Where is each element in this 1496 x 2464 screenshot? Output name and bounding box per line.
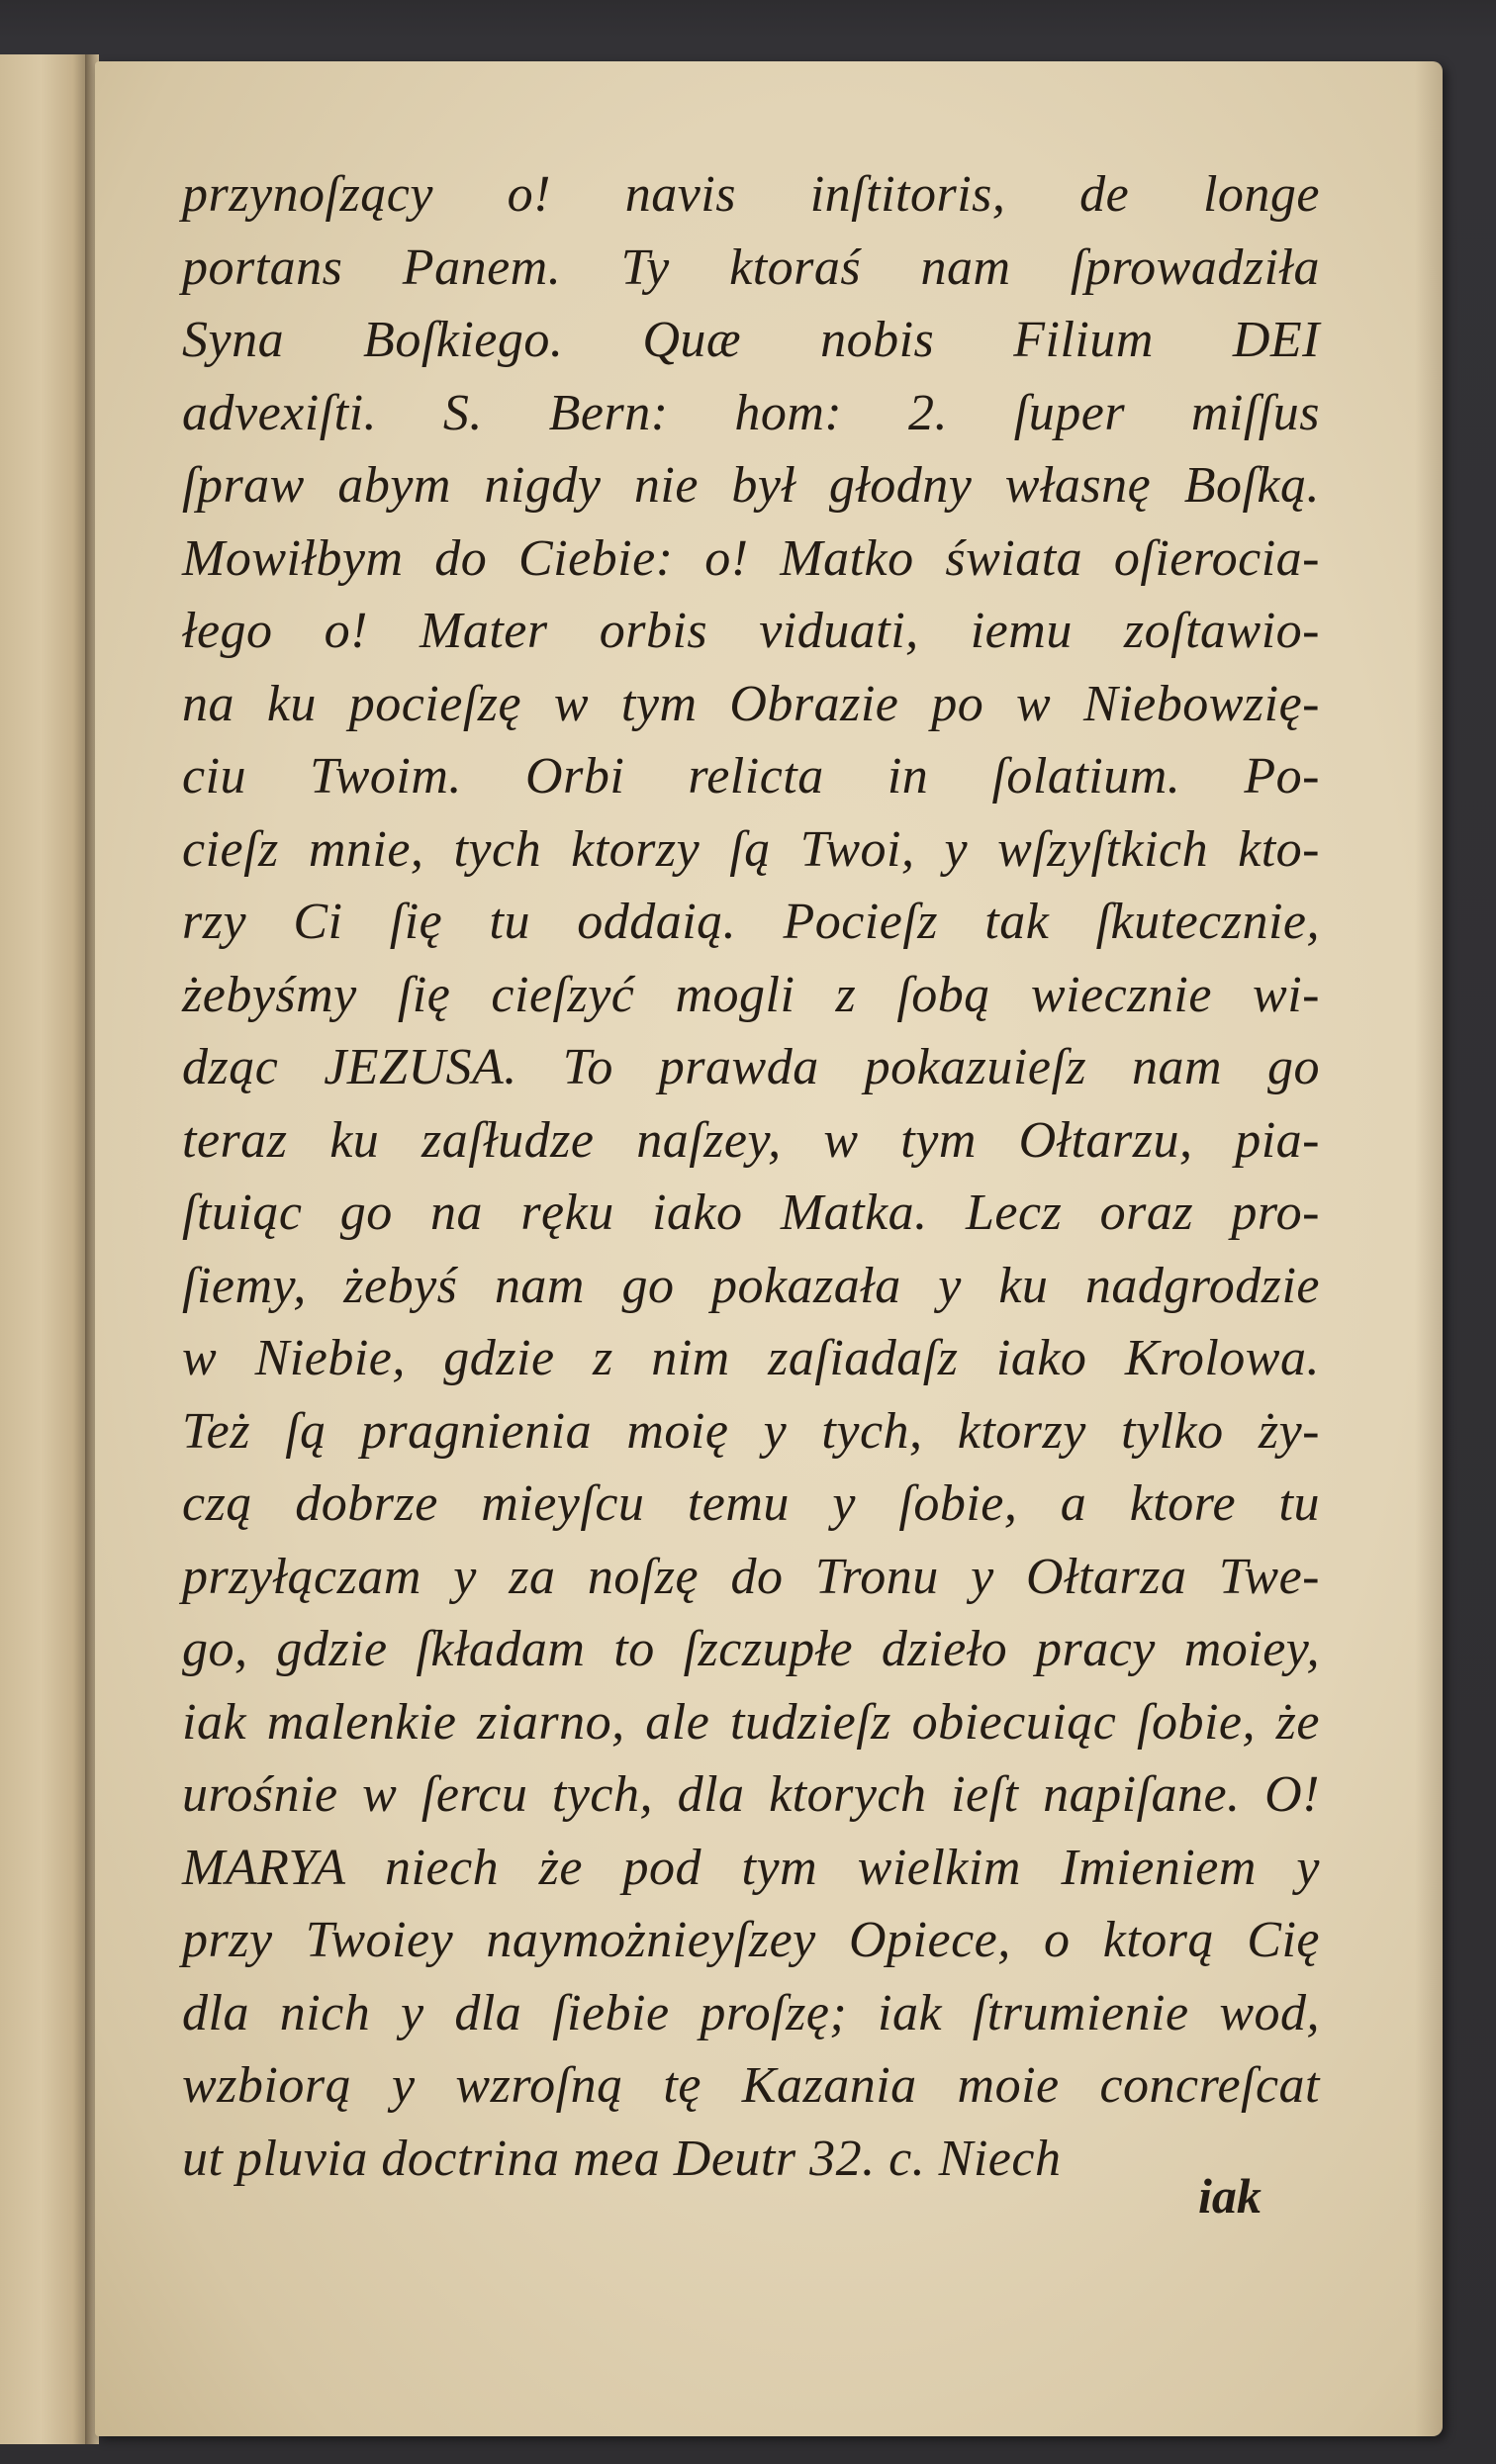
text-line: ut pluvia doctrina mea Deutr 32. c. Niech xyxy=(182,2130,1062,2187)
text-line: dząc JEZUSA. To prawda pokazuieſz nam go xyxy=(182,1039,1320,1095)
text-line: przynoſzący o! navis inſtitoris, de longe xyxy=(182,166,1320,223)
text-line: iak malenkie ziarno, ale tudzieſz obiecuiąc ſobie, że xyxy=(182,1693,1320,1751)
text-line: na ku pocieſzę w tym Obrazie po w Niebowzię- xyxy=(182,675,1320,732)
left-page-edge xyxy=(0,54,91,2444)
text-line: urośnie w ſercu tych, dla ktorych ieſt napiſane. O! xyxy=(182,1766,1320,1823)
text-line: ſtuiąc go na ręku iako Matka. Lecz oraz pro- xyxy=(182,1185,1320,1241)
text-line: rzy Ci ſię tu oddaią. Pocieſz tak ſkutecznie, xyxy=(182,894,1320,950)
text-line: przyłączam y za noſzę do Tronu y Ołtarza Twe- xyxy=(182,1548,1320,1605)
text-line: w Niebie, gdzie z nim zaſiadaſz iako Krolowa. xyxy=(182,1330,1320,1386)
page-edge-shadow xyxy=(1415,61,1443,2436)
text-line: przy Twoiey naymożnieyſzey Opiece, o ktorą Cię xyxy=(182,1912,1320,1968)
catchword: iak xyxy=(1198,2168,1262,2224)
text-line: Też ſą pragnienia moię y tych, ktorzy tylko ży- xyxy=(182,1402,1320,1460)
text-line: teraz ku zaſłudze naſzey, w tym Ołtarzu, pia- xyxy=(182,1111,1320,1169)
book-page xyxy=(95,61,1443,2436)
text-line: Mowiłbym do Ciebie: o! Matko świata oſierocia- xyxy=(182,529,1320,587)
text-line: ſpraw abym nigdy nie był głodny własnę Boſką. xyxy=(182,457,1320,514)
text-line: MARYA niech że pod tym wielkim Imieniem y xyxy=(182,1839,1320,1896)
text-line: ciu Twoim. Orbi relicta in ſolatium. Po- xyxy=(182,748,1320,805)
text-line: Syna Boſkiego. Quæ nobis Filium DEI xyxy=(182,312,1320,368)
text-line: żebyśmy ſię cieſzyć mogli z ſobą wiecznie wi- xyxy=(182,966,1320,1023)
text-line: cieſz mnie, tych ktorzy ſą Twoi, y wſzyſtkich kto- xyxy=(182,820,1320,878)
text-line: łego o! Mater orbis viduati, iemu zoſtawio- xyxy=(182,603,1320,659)
text-line: czą dobrze mieyſcu temu y ſobie, a ktore tu xyxy=(182,1475,1320,1532)
page-text xyxy=(182,158,1320,2195)
text-line: ſiemy, żebyś nam go pokazała y ku nadgrodzie xyxy=(182,1257,1320,1314)
text-line: dla nich y dla ſiebie proſzę; iak ſtrumienie wod, xyxy=(182,1984,1320,2041)
text-line: wzbiorą y wzroſną tę Kazania moie concreſcat xyxy=(182,2057,1320,2114)
text-line: portans Panem. Ty ktoraś nam ſprowadziła xyxy=(182,238,1320,296)
text-line: go, gdzie ſkładam to ſzczupłe dzieło pracy moiey, xyxy=(182,1621,1320,1677)
text-line: advexiſti. S. Bern: hom: 2. ſuper miſſus xyxy=(182,384,1320,441)
